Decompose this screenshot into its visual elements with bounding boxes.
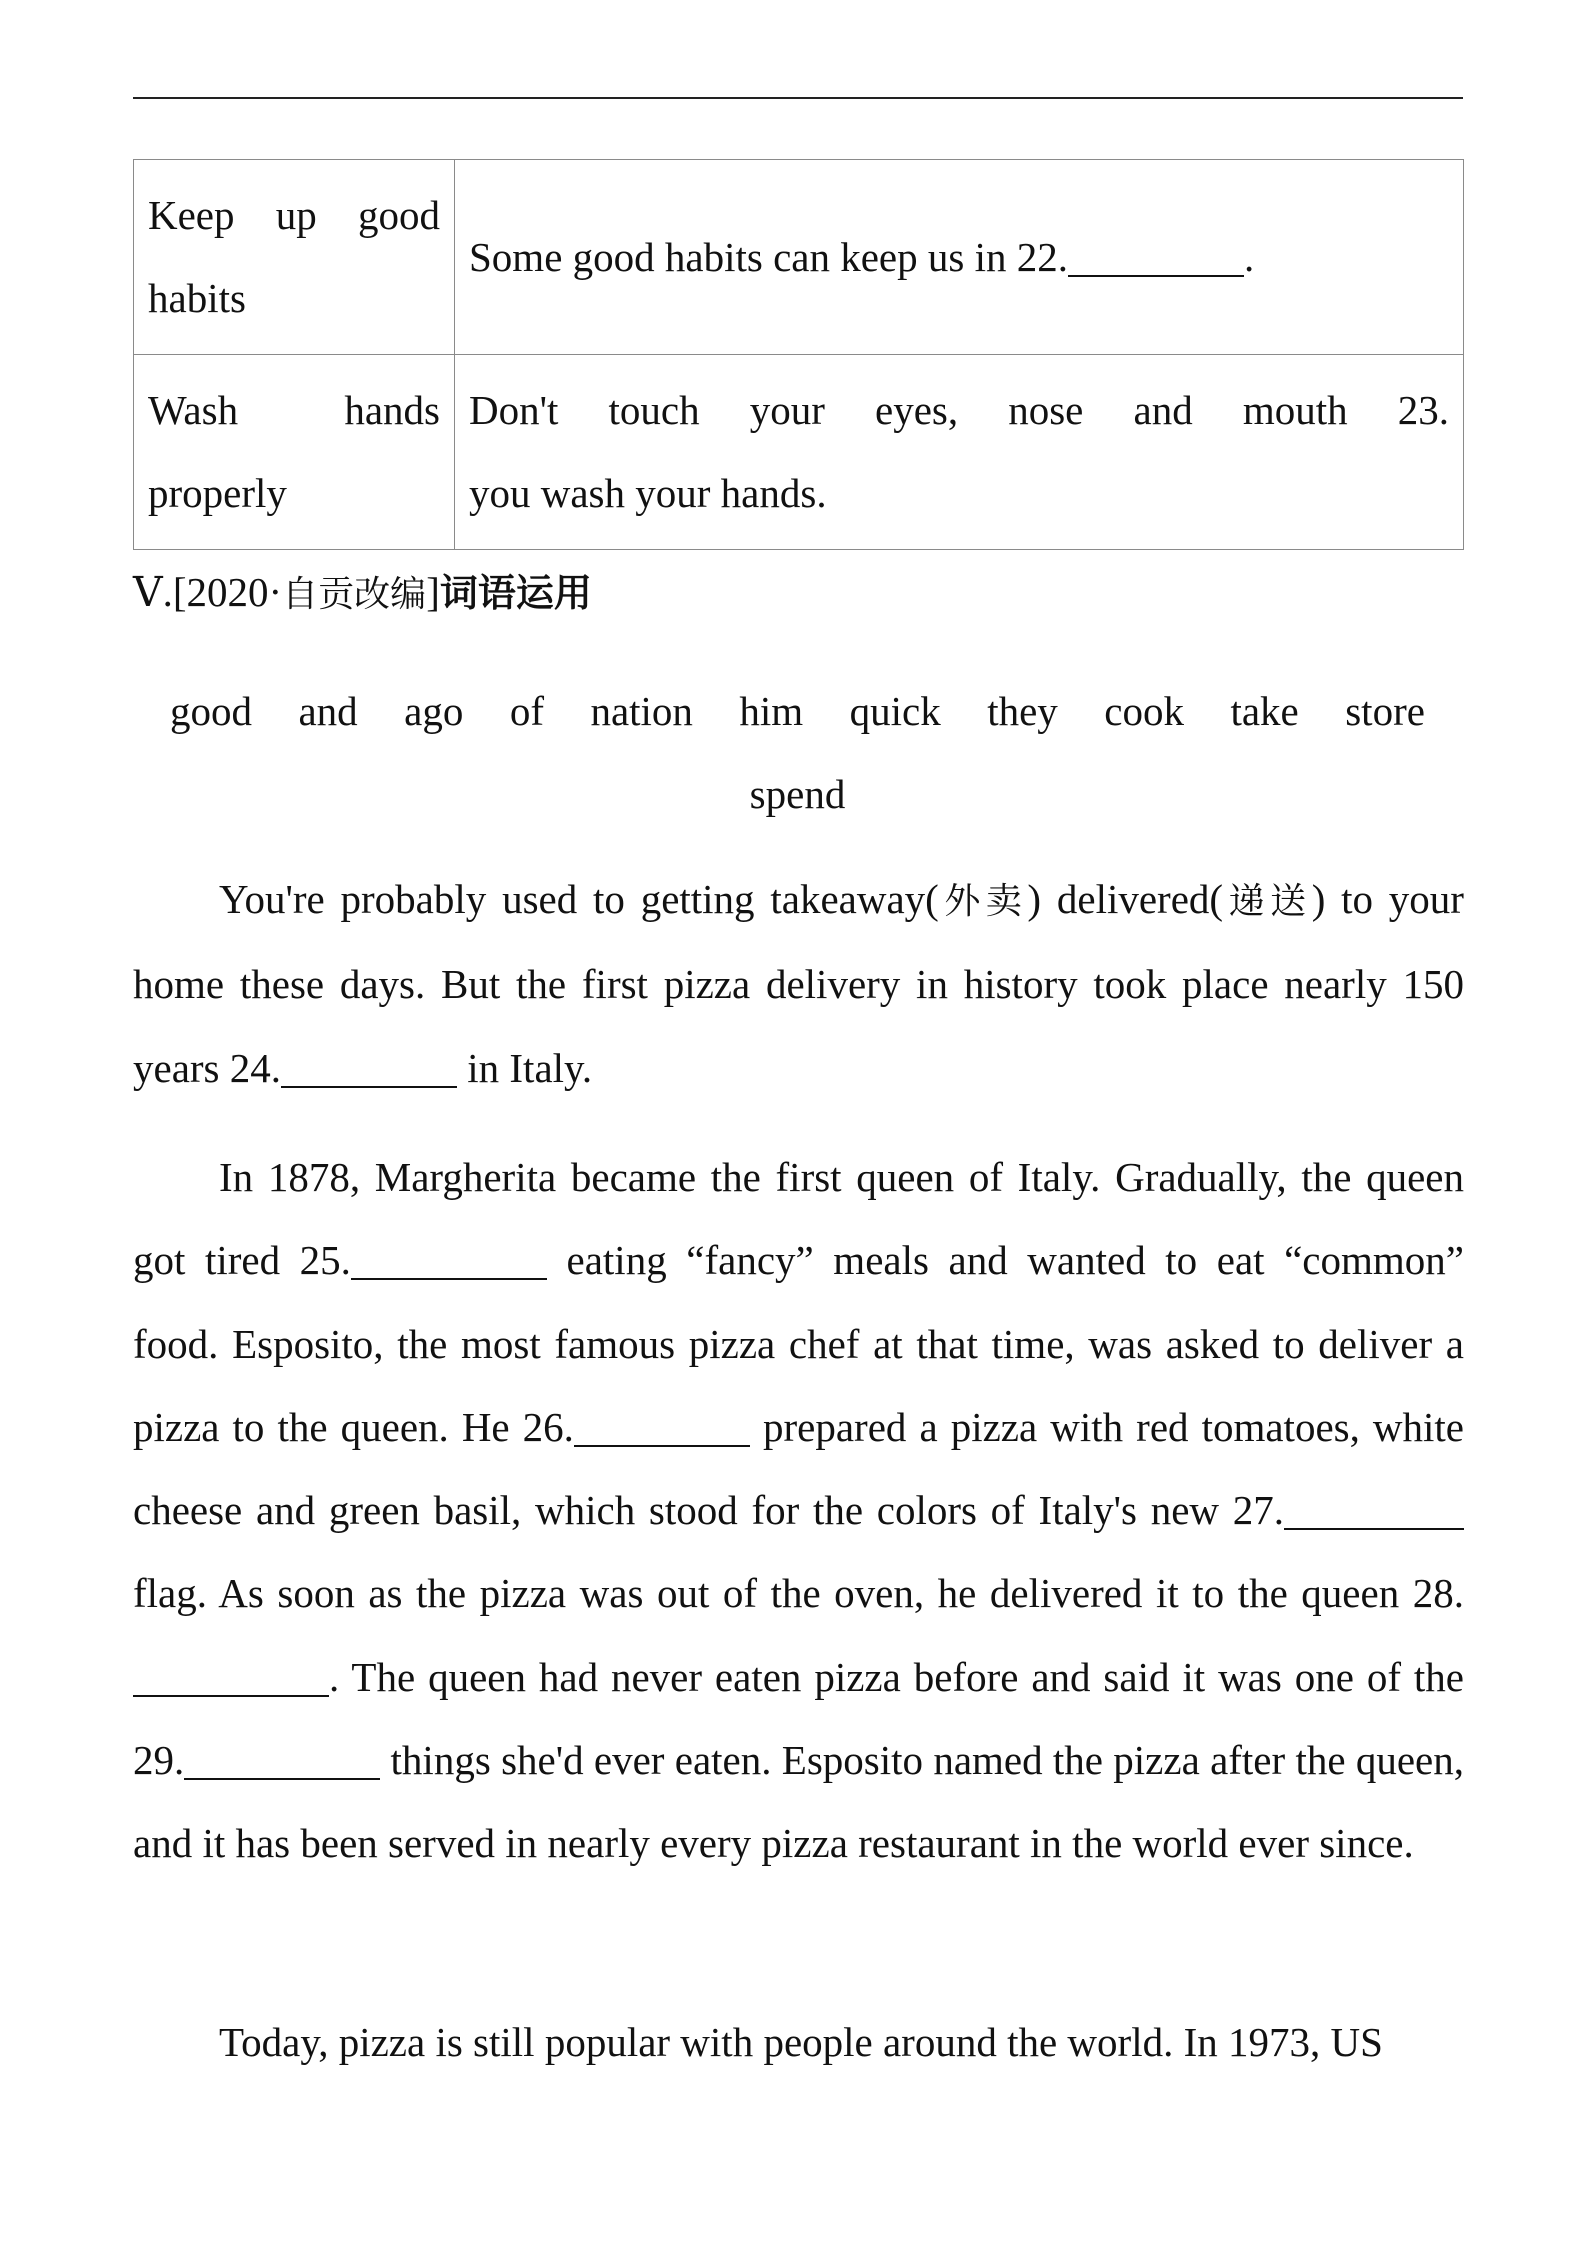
- answer-blank-25[interactable]: [351, 1237, 547, 1280]
- table-row: [134, 355, 1464, 550]
- word-bank-word: quick: [849, 688, 941, 734]
- passage-text: ) to your home these days. But the first pizza delivery in history took place nearly 150 years 24.: [133, 876, 1464, 1091]
- word-bank-word: they: [987, 688, 1058, 734]
- passage-text: things she'd ever eaten. Esposito named the pizza after the queen, and it has been served in nearly every pizza restaurant in the world ever since.: [133, 1737, 1464, 1867]
- passage-text: Today, pizza is still popular with people around the world. In 1973, US: [219, 2019, 1383, 2065]
- passage-text: You're probably used to getting takeaway(: [219, 876, 939, 922]
- word-bank-row: [170, 670, 1425, 753]
- answer-blank-26[interactable]: [574, 1404, 750, 1447]
- header-rule: [133, 97, 1463, 99]
- table-row-content: [455, 160, 1464, 355]
- table-row-content: [455, 355, 1464, 550]
- row-text-end: .: [1243, 233, 1255, 280]
- word-bank-word: and: [298, 688, 358, 734]
- passage-text: eating “fancy” meals and wanted to eat “common” food. Esposito, the most famous pizza chef at that time, was asked to deliver a pizza to the queen. He 26.: [133, 1237, 1464, 1450]
- word-bank-word: cook: [1104, 688, 1184, 734]
- word-bank-word: store: [1345, 688, 1425, 734]
- passage-text: ) delivered(: [1027, 876, 1224, 922]
- answer-blank-27[interactable]: [1284, 1487, 1464, 1530]
- answer-blank-28[interactable]: [133, 1654, 329, 1697]
- row-text-end: you wash your hands.: [469, 470, 827, 516]
- row-text: Some good habits can keep us in 22.: [469, 233, 1068, 280]
- table-row: [134, 160, 1464, 355]
- section-source-end: ]: [426, 569, 440, 615]
- passage-text: . The queen had never eaten pizza before and said it was one of the 29.: [133, 1653, 1464, 1784]
- passage-text: prepared a pizza with red tomatoes, white cheese and green basil, which stood for the colors of Italy's new 27.: [133, 1403, 1464, 1534]
- word-bank-word: nation: [590, 688, 693, 734]
- habits-table: [133, 159, 1464, 550]
- section-number: Ⅴ.: [133, 569, 173, 615]
- label-line: Keep up good: [148, 192, 440, 238]
- section-source: [2020·: [172, 569, 283, 615]
- word-bank-word: of: [509, 688, 544, 734]
- table-row-label: [134, 160, 455, 355]
- passage-paragraph-3: [133, 2001, 1464, 2084]
- word-bank-word: ago: [404, 688, 464, 734]
- answer-blank-24[interactable]: [281, 1045, 457, 1088]
- section-heading: [133, 557, 592, 630]
- word-bank-word: good: [170, 688, 252, 734]
- passage-paragraph-1: [133, 858, 1464, 1110]
- gloss-zh: 外卖: [938, 881, 1028, 922]
- label-line: properly: [148, 470, 287, 516]
- table-row-label: [134, 355, 455, 550]
- word-bank: [170, 670, 1425, 836]
- section-source-zh: 自贡改编: [282, 574, 427, 615]
- answer-blank-22[interactable]: [1068, 234, 1244, 277]
- label-line: Wash hands: [148, 387, 440, 433]
- passage-text: flag. As soon as the pizza was out of the oven, he delivered it to the queen 28.: [133, 1570, 1464, 1617]
- word-bank-word: him: [739, 688, 804, 734]
- gloss-zh: 递送: [1223, 881, 1312, 922]
- answer-blank-29[interactable]: [184, 1737, 380, 1780]
- section-title: 词语运用: [439, 571, 592, 615]
- row-text: Don't touch your eyes, nose and mouth 23.: [469, 387, 1449, 433]
- passage-paragraph-2: [133, 1136, 1464, 1886]
- label-line: habits: [148, 275, 246, 321]
- word-bank-word: take: [1230, 688, 1299, 734]
- passage-text: in Italy.: [457, 1044, 593, 1091]
- word-bank-word: spend: [749, 771, 846, 817]
- passage-text: In 1878, Margherita became the first queen of Italy. Gradually, the queen got tired 25.: [133, 1154, 1464, 1284]
